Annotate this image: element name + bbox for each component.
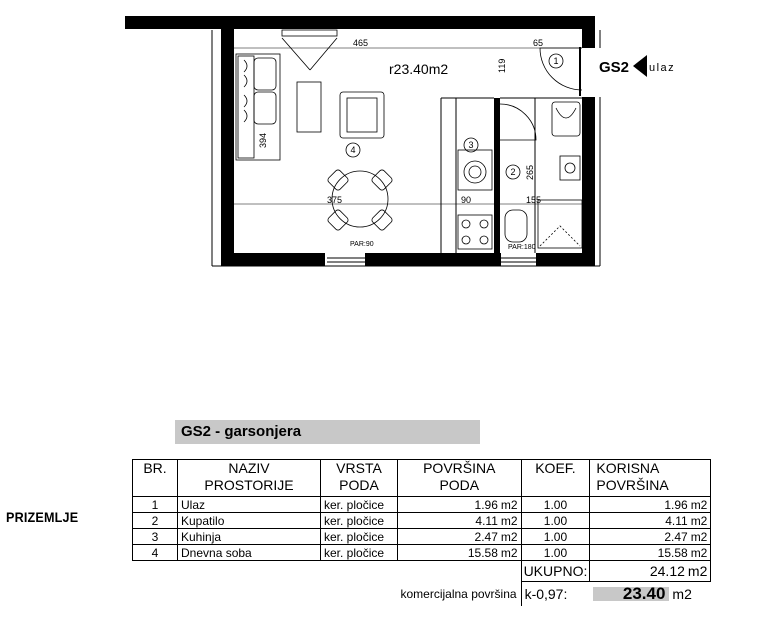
header-korisna: KORISNA POVRŠINA xyxy=(590,460,711,497)
entrance-arrow-icon xyxy=(633,55,647,77)
commercial-row xyxy=(133,582,711,607)
dim-left-height: 394 xyxy=(258,132,268,148)
table-row: 1 Ulaz ker. pločice 1.96 m2 1.00 1.96 m2 xyxy=(133,497,711,513)
dim-mid-right: 155 xyxy=(526,195,542,205)
room-number-1: 1 xyxy=(553,56,559,66)
unit-title: GS2 - garsonjera xyxy=(181,423,302,440)
par-label-living: PAR:90 xyxy=(350,241,374,248)
header-br: BR. xyxy=(133,460,178,497)
area-label: r23.40m2 xyxy=(389,61,449,77)
header-koef: KOEF. xyxy=(521,460,590,497)
title-bar xyxy=(175,420,480,444)
dim-mid-left: 375 xyxy=(327,195,343,205)
entrance-label: ulaz xyxy=(649,62,676,74)
header-naziv: NAZIV PROSTORIJE xyxy=(178,460,321,497)
header-povrsina: POVRŠINA PODA xyxy=(398,460,522,497)
dim-top-right: 65 xyxy=(533,38,544,48)
bathroom xyxy=(505,102,585,248)
floor-label: PRIZEMLJE xyxy=(6,509,79,525)
dim-top-width: 465 xyxy=(353,38,369,48)
dim-right-small: 119 xyxy=(497,58,507,73)
total-row xyxy=(133,561,711,582)
table-row: 3 Kuhinja ker. pločice 2.47 m2 1.00 2.47 m2 xyxy=(133,529,711,545)
par-label-bath: PAR:180 xyxy=(508,244,536,251)
room-number-4: 4 xyxy=(350,145,356,155)
table-row: 2 Kupatilo ker. pločice 4.11 m2 1.00 4.11 m2 xyxy=(133,513,711,529)
room-number-2: 2 xyxy=(510,167,516,177)
unit-code: GS2 xyxy=(599,59,630,76)
dim-mid-mid: 90 xyxy=(461,195,472,205)
dim-shower: 80/80 xyxy=(584,206,590,222)
commercial-label: komercijalna površina xyxy=(398,582,522,607)
table-row: 4 Dnevna soba ker. pločice 15.58 m2 1.00 15.58 m2 xyxy=(133,545,711,561)
rooms-table xyxy=(132,459,711,606)
room-number-3: 3 xyxy=(468,140,474,150)
table-header-row xyxy=(133,460,711,497)
walls xyxy=(125,16,595,266)
total-value: 24.12 m2 xyxy=(590,561,711,582)
total-label: UKUPNO: xyxy=(521,561,590,582)
dim-bath-height: 265 xyxy=(525,164,535,180)
header-vrsta: VRSTA PODA xyxy=(321,460,398,497)
commercial-value: 23.40 m2 xyxy=(590,582,711,607)
coef-label: k-0,97: xyxy=(524,586,568,602)
floor-plan xyxy=(0,0,776,300)
